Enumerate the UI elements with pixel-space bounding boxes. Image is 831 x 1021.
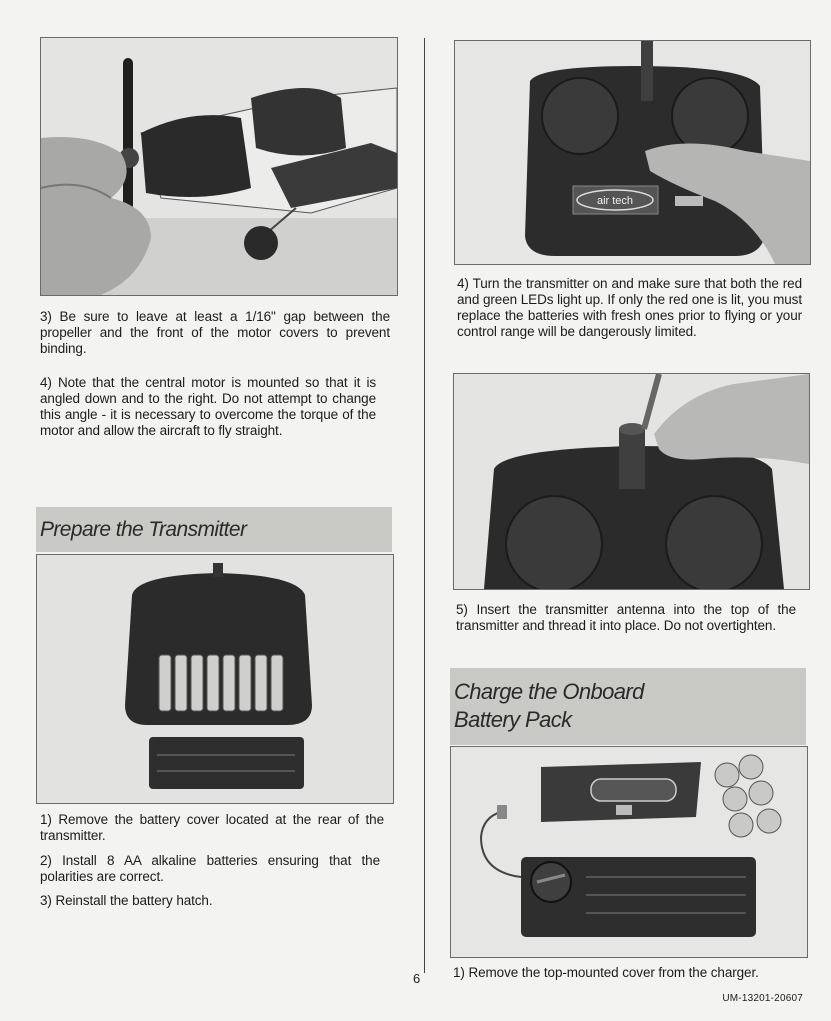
step3-gap-text: 3) Be sure to leave at least a 1/16" gap between the propeller and the front of the motor covers to prevent binding. [40, 309, 390, 356]
step5-antenna-text: 5) Insert the transmitter antenna into the top of the transmitter and thread it into place. Do not overtighten. [456, 602, 796, 633]
step1-charger-text: 1) Remove the top-mounted cover from the charger. [453, 965, 759, 980]
step3-hatch-text: 3) Reinstall the battery hatch. [40, 893, 213, 908]
step1-cover-text: 1) Remove the battery cover located at the rear of the transmitter. [40, 812, 384, 843]
charger-photo [450, 746, 808, 958]
column-divider [424, 38, 425, 973]
transmitter-batteries-photo [36, 554, 394, 804]
prepare-transmitter-header [36, 507, 392, 552]
step4-leds-text: 4) Turn the transmitter on and make sure that both the red and green LEDs light up. If only the red one is lit, you must replace the batteries with fresh ones prior to flying or your control range will be dangerously limited. [457, 276, 802, 339]
page-number: 6 [413, 971, 421, 986]
section-title: Prepare the Transmitter [40, 518, 247, 541]
step2-batteries-text: 2) Install 8 AA alkaline batteries ensuring that the polarities are correct. [40, 853, 380, 884]
propeller-photo [40, 37, 398, 296]
step4-motor-text: 4) Note that the central motor is mounted so that it is angled down and to the right. Do not attempt to change this angle - it is necessary to overcome the torque of the motor and allow the aircraft to fly straight. [40, 375, 376, 438]
transmitter-leds-photo [454, 40, 811, 265]
charge-battery-header [450, 668, 806, 745]
antenna-photo [453, 373, 810, 590]
section-title-line1: Charge the Onboard [454, 679, 644, 704]
document-code: UM-13201-20607 [722, 993, 803, 1004]
section-title-line2: Battery Pack [454, 707, 572, 732]
brand-logo: air tech [596, 195, 634, 207]
